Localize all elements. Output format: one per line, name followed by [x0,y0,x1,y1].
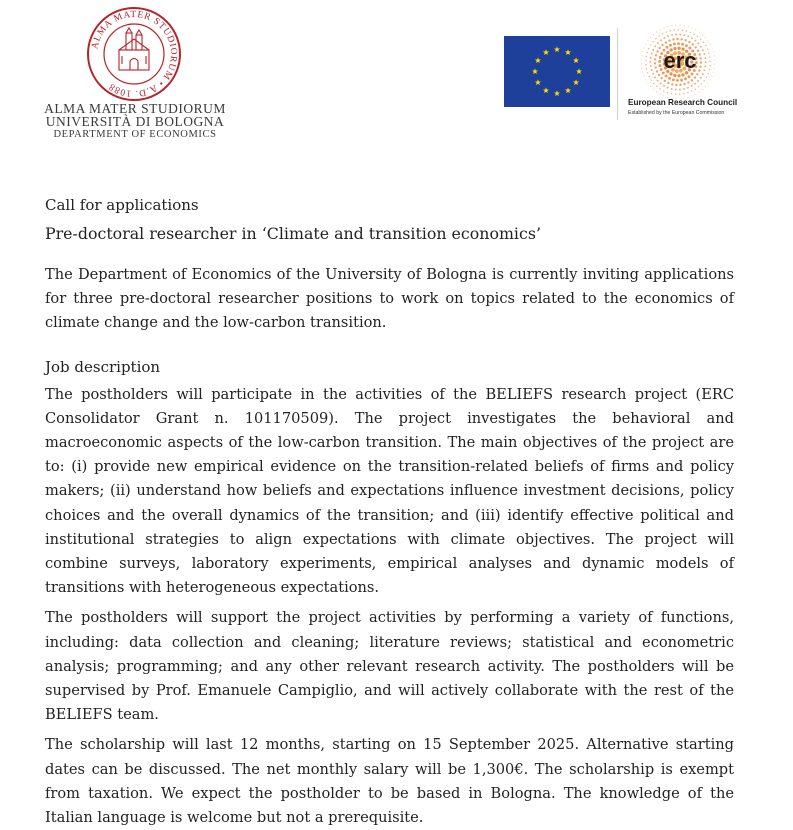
erc-dot [665,41,667,43]
erc-dot [685,44,688,47]
erc-dot [655,38,657,40]
erc-dot [676,38,678,40]
erc-dot [649,61,651,63]
erc-dot [714,68,715,69]
erc-dot [702,89,703,90]
erc-dot [673,43,676,46]
erc-dot [660,29,661,30]
erc-dot [706,76,708,78]
erc-dot [673,29,675,31]
erc-subtitle: Established by the European Commission [628,110,725,116]
erc-dot [648,48,650,50]
erc-dot [649,76,651,78]
erc-dot [707,83,708,84]
erc-dot [646,56,648,58]
erc-dot [700,38,702,40]
erc-dot [662,33,664,35]
erc-dot [704,65,706,67]
erc-dot [699,53,701,55]
call-label: Call for applications [45,196,199,214]
erc-dot [683,88,685,90]
erc-dot [654,66,656,68]
erc-dot [653,89,654,90]
erc-dot [645,79,646,80]
erc-dot-mark-icon [638,22,718,102]
erc-dot [700,57,702,59]
erc-dot [714,64,715,65]
department-name: DEPARTMENT OF ECONOMICS [53,129,217,140]
erc-dot [658,60,661,63]
erc-dot [705,86,706,87]
erc-dot [648,40,649,41]
erc-dot [679,84,681,86]
erc-dot [663,37,665,39]
svg-text:ALMA MATER STUDIORUM • A.D. 10: ALMA MATER STUDIORUM • A.D. 1088 [90,9,179,99]
erc-dot [660,68,663,71]
erc-dot [675,25,676,26]
erc-dot [651,53,653,55]
erc-dot [709,69,711,71]
document-body [45,194,734,830]
erc-dot [680,25,681,26]
erc-dot [653,83,655,85]
erc-dot [697,42,699,44]
erc-dot [651,69,653,71]
erc-dot [658,35,660,37]
erc-dot [641,55,642,56]
erc-dot [660,82,662,84]
erc-dot [709,56,711,58]
erc-dot [693,33,695,35]
erc-dot [650,37,651,38]
erc-dot [683,93,685,95]
erc-dot [684,25,685,26]
erc-dot [713,51,714,52]
erc-dot [654,76,656,78]
erc-dot [656,70,658,72]
erc-dot [658,74,660,76]
erc-dot [709,61,711,63]
erc-dot [668,77,671,80]
erc-dot [656,50,658,52]
erc-dot [698,69,700,71]
erc-dot [697,80,699,82]
erc-dot [714,59,715,60]
erc-dot [672,78,675,81]
position-title: Pre-doctoral researcher in ‘Climate and transition economics’ [45,224,541,243]
erc-dot [675,33,677,35]
erc-dot [697,50,699,52]
erc-dot [667,82,669,84]
erc-dot [657,42,659,44]
erc-dot [671,83,673,85]
erc-dot [641,59,642,60]
erc-dot [654,45,656,47]
eu-flag-logo [504,36,610,107]
erc-dot [703,69,705,71]
intro-paragraph: The Department of Economics of the University of Bologna is currently inviting applications for three pre-doctoral researcher positions to work on topics related to the economics of climate change and the low-carbon transition. [45,266,734,332]
erc-dot [708,52,710,54]
erc-dot [698,86,700,88]
erc-dot [691,79,693,81]
erc-dot [687,87,689,89]
job-paragraph-2: The postholders will support the project activities by performing a variety of functions, including: data collection and cleaning; literature reviews; statistical and econometric analysis; programming; and any other relevant research activity. The postholders will be supervised by Prof. Emanuele Campiglio, and will actively collaborate with the rest of the BELIEFS team. [45,609,734,724]
erc-dot [679,34,681,36]
erc-dot [642,51,643,52]
erc-dot [652,49,654,51]
erc-dot [705,61,707,63]
erc-dot [665,31,667,33]
erc-dot [667,87,669,89]
erc-dot [699,92,700,93]
erc-dot [681,73,684,76]
erc-dot [650,65,652,67]
erc-dot [671,25,672,26]
erc-dot [671,88,673,90]
erc-dot [659,64,662,67]
job-paragraph-1: The postholders will participate in the activities of the BELIEFS research project (ERC Consolidator Grant n. 101170509). The project investigates the behavioral and macroeconomic aspects of the low-carbon transition. The main objectives of the project are to: (i) provide new empirical evidence on the transition-related beliefs of firms and policy makers; (ii) understand how beliefs and expectations influence investment decisions, policy choices and the overall dynamics of the transition; and (iii) identify effective political and institutional strategies to align expectations with climate objectives. The project will combine surveys, laboratory experiments, empirical analyses and dynamic models of transitions with heterogeneous expectations. [45,385,734,597]
erc-dot [669,30,671,32]
erc-dot [659,47,661,49]
university-name-block [40,102,230,141]
erc-dot [656,86,658,88]
erc-dot [711,76,712,77]
letterhead [0,0,793,160]
erc-dot [661,44,663,46]
erc-dot [694,76,696,78]
erc-dot [643,75,644,76]
erc-dot [647,83,648,84]
erc-dot [680,79,683,82]
erc-dot [703,53,705,55]
erc-dot [673,74,676,77]
erc-name: European Research Council [628,98,738,107]
erc-dot [655,54,657,56]
erc-dot [687,92,689,94]
erc-dot [708,40,709,41]
erc-dot [663,95,664,96]
erc-dot [700,77,702,79]
university-seal-logo [86,6,182,102]
erc-dot [695,29,696,30]
erc-dot [660,77,662,79]
erc-dot [654,62,656,64]
erc-dot [704,57,706,59]
erc-dot [694,83,696,85]
erc-dot [686,30,688,32]
erc-dot [645,60,647,62]
erc-dot [690,32,692,34]
erc-dot [665,75,668,78]
erc-dot [663,27,664,28]
erc-dot [683,83,685,85]
erc-dot [643,47,644,48]
erc-dot [683,34,685,36]
erc-dot [667,26,668,27]
erc-dot [707,73,709,75]
erc-dot [703,80,705,82]
erc-dot [699,32,700,33]
erc-logo [624,20,738,122]
erc-dot [709,65,711,67]
erc-dot [691,90,693,92]
erc-dot [663,85,665,87]
svg-text:erc: erc [663,48,697,73]
erc-dot [687,35,689,37]
job-paragraph-3: The scholarship will last 12 months, starting on 15 September 2025. Alternative starting dates can be discussed. The net monthly salary will be 1,300€. The scholarship is exempt from taxation. We expect the postholder to be based in Bologna. The knowledge of the Italian language is welcome but not a prerequisite. [45,736,734,827]
erc-dot [675,84,677,86]
erc-dot [650,86,651,87]
erc-dot [696,73,698,75]
erc-dot [675,93,677,95]
erc-dot [659,88,661,90]
erc-dot [714,55,715,56]
erc-dot [702,34,703,35]
erc-dot [707,49,709,51]
erc-dot [691,37,693,39]
erc-dot [676,79,679,82]
erc-dot [695,88,697,90]
erc-dot [647,72,649,74]
erc-dot [688,41,690,43]
erc-dot [678,29,680,31]
erc-dot [695,94,696,95]
erc-dot [651,79,653,81]
erc-dot [641,68,642,69]
erc-dot [667,35,669,37]
erc-dot [646,52,648,54]
erc-dot [679,89,681,91]
erc-dot [702,49,704,51]
erc-dot [657,80,659,82]
job-description-heading: Job description [45,357,161,376]
erc-dot [642,72,643,73]
erc-dot [675,89,677,91]
erc-dot [645,64,647,66]
erc-dot [650,57,652,59]
erc-dot [645,44,646,45]
erc-dot [702,73,704,75]
erc-dot [701,83,703,85]
erc-dot [663,90,665,92]
erc-dot [679,93,681,95]
erc-dot [671,93,673,95]
erc-dot [699,65,701,67]
university-name-line1: ALMA MATER STUDIORUM [44,101,226,116]
erc-dot [688,75,691,78]
erc-dot [687,81,689,83]
erc-dot [705,45,707,47]
logo-divider [617,28,618,120]
erc-dot [653,34,654,35]
erc-dot [692,27,693,28]
erc-dot [656,91,657,92]
erc-dot [692,43,694,45]
erc-dot [710,79,711,80]
erc-dot [677,74,680,77]
erc-dot [711,47,712,48]
erc-dot [646,68,648,70]
erc-dot [700,61,702,63]
erc-dot [656,31,657,32]
erc-dot [682,29,684,31]
erc-dot [703,41,705,43]
erc-dot [668,39,670,41]
erc-dot [660,39,662,41]
erc-dot [691,85,693,87]
erc-dot [705,37,706,38]
erc-dot [672,38,674,40]
erc-dot [688,26,689,27]
erc-dot [654,58,656,60]
erc-dot [650,44,652,46]
erc-dot [684,39,686,41]
erc-dot [641,63,642,64]
erc-dot [671,34,673,36]
erc-dot [694,40,696,42]
erc-dot [681,43,684,46]
erc-dot [664,80,666,82]
university-name-line2: UNIVERSITÀ DI BOLOGNA [45,114,225,129]
erc-dot [680,38,682,40]
erc-dot [691,95,692,96]
erc-dot [677,42,680,45]
erc-dot [660,94,661,95]
erc-dot [700,46,702,48]
erc-dot [667,92,669,94]
erc-dot [669,44,672,47]
erc-dot [697,36,699,38]
erc-dot [659,56,662,59]
erc-dot [652,73,654,75]
erc-dot [710,44,711,45]
erc-dot [713,72,714,73]
erc-dot [684,77,687,80]
erc-dot [652,41,654,43]
